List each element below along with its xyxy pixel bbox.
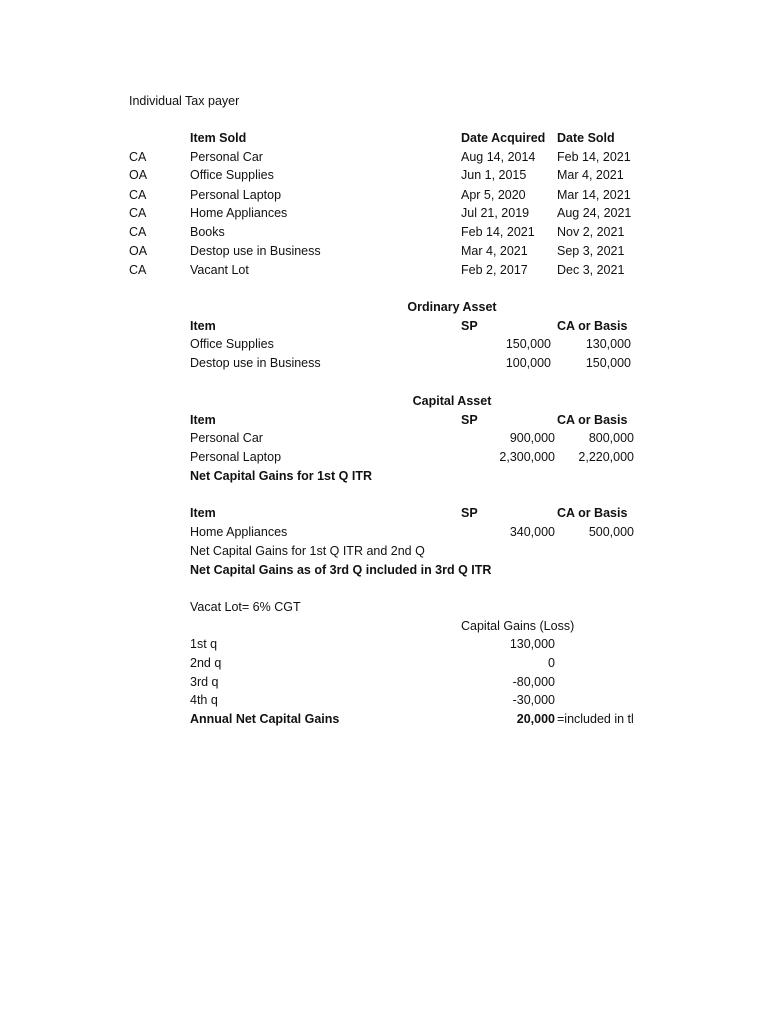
header-date-sold: Date Sold <box>557 131 615 145</box>
quarter-value: -30,000 <box>512 693 555 707</box>
header-basis: CA or Basis <box>557 506 628 520</box>
annual-note: =included in tl <box>557 712 634 726</box>
row-item: Home Appliances <box>190 525 288 539</box>
row-type: OA <box>129 168 148 182</box>
row-item: Personal Car <box>190 431 263 445</box>
row-sp: 100,000 <box>505 356 551 370</box>
row-acquired: Jun 1, 2015 <box>461 168 527 182</box>
row-sold: Mar 4, 2021 <box>557 168 624 182</box>
quarter-label: 4th q <box>190 693 218 707</box>
row-item: Personal Car <box>190 150 263 164</box>
quarter-label: 2nd q <box>190 656 222 670</box>
row-sp: 2,300,000 <box>499 450 555 464</box>
header-sp: SP <box>461 413 478 427</box>
quarter-value: -80,000 <box>512 675 555 689</box>
quarter-value: 0 <box>548 656 555 670</box>
row-type: OA <box>129 244 148 258</box>
page-title: Individual Tax payer <box>129 94 240 108</box>
row-basis: 130,000 <box>585 337 631 351</box>
header-item-sold: Item Sold <box>190 131 247 145</box>
row-basis: 150,000 <box>585 356 631 370</box>
row-item: Personal Laptop <box>190 188 282 202</box>
header-item: Item <box>190 319 216 333</box>
vacant-lot-note: Vacat Lot= 6% CGT <box>190 600 301 614</box>
header-basis: CA or Basis <box>557 413 628 427</box>
row-sp: 340,000 <box>509 525 555 539</box>
row-type: CA <box>129 150 147 164</box>
row-item: Books <box>190 225 225 239</box>
row-acquired: Apr 5, 2020 <box>461 188 526 202</box>
row-item: Office Supplies <box>190 337 274 351</box>
annual-net-capital-gains-label: Annual Net Capital Gains <box>190 712 340 726</box>
row-type: CA <box>129 206 147 220</box>
row-sold: Mar 14, 2021 <box>557 188 631 202</box>
row-acquired: Aug 14, 2014 <box>461 150 536 164</box>
row-item: Office Supplies <box>190 168 274 182</box>
row-sold: Nov 2, 2021 <box>557 225 625 239</box>
quarter-value: 130,000 <box>509 637 555 651</box>
header-item: Item <box>190 413 216 427</box>
quarter-label: 3rd q <box>190 675 219 689</box>
header-sp: SP <box>461 506 478 520</box>
row-basis: 800,000 <box>588 431 634 445</box>
header-basis: CA or Basis <box>557 319 628 333</box>
row-item: Destop use in Business <box>190 244 321 258</box>
row-sold: Sep 3, 2021 <box>557 244 625 258</box>
row-item: Destop use in Business <box>190 356 321 370</box>
row-type: CA <box>129 263 147 277</box>
quarter-label: 1st q <box>190 637 218 651</box>
row-item: Home Appliances <box>190 206 288 220</box>
net-capital-gains-3rd-q-label: Net Capital Gains as of 3rd Q included in 3rd Q ITR <box>190 563 492 577</box>
row-item: Vacant Lot <box>190 263 249 277</box>
ordinary-asset-title: Ordinary Asset <box>407 300 497 314</box>
header-item: Item <box>190 506 216 520</box>
annual-net-capital-gains-value: 20,000 <box>516 712 555 726</box>
capital-gains-header: Capital Gains (Loss) <box>461 619 575 633</box>
row-sp: 150,000 <box>505 337 551 351</box>
net-capital-gains-1st-2nd-q-label: Net Capital Gains for 1st Q ITR and 2nd Q <box>190 544 425 558</box>
row-sold: Aug 24, 2021 <box>557 206 632 220</box>
row-type: CA <box>129 225 147 239</box>
capital-asset-title: Capital Asset <box>412 394 492 408</box>
row-acquired: Jul 21, 2019 <box>461 206 530 220</box>
row-type: CA <box>129 188 147 202</box>
row-basis: 500,000 <box>588 525 634 539</box>
row-basis: 2,220,000 <box>578 450 634 464</box>
header-sp: SP <box>461 319 478 333</box>
row-sold: Dec 3, 2021 <box>557 263 625 277</box>
row-item: Personal Laptop <box>190 450 282 464</box>
row-acquired: Feb 2, 2017 <box>461 263 528 277</box>
row-acquired: Mar 4, 2021 <box>461 244 528 258</box>
header-date-acquired: Date Acquired <box>461 131 546 145</box>
row-sp: 900,000 <box>509 431 555 445</box>
row-sold: Feb 14, 2021 <box>557 150 631 164</box>
net-capital-gains-1st-q-label: Net Capital Gains for 1st Q ITR <box>190 469 372 483</box>
row-acquired: Feb 14, 2021 <box>461 225 535 239</box>
